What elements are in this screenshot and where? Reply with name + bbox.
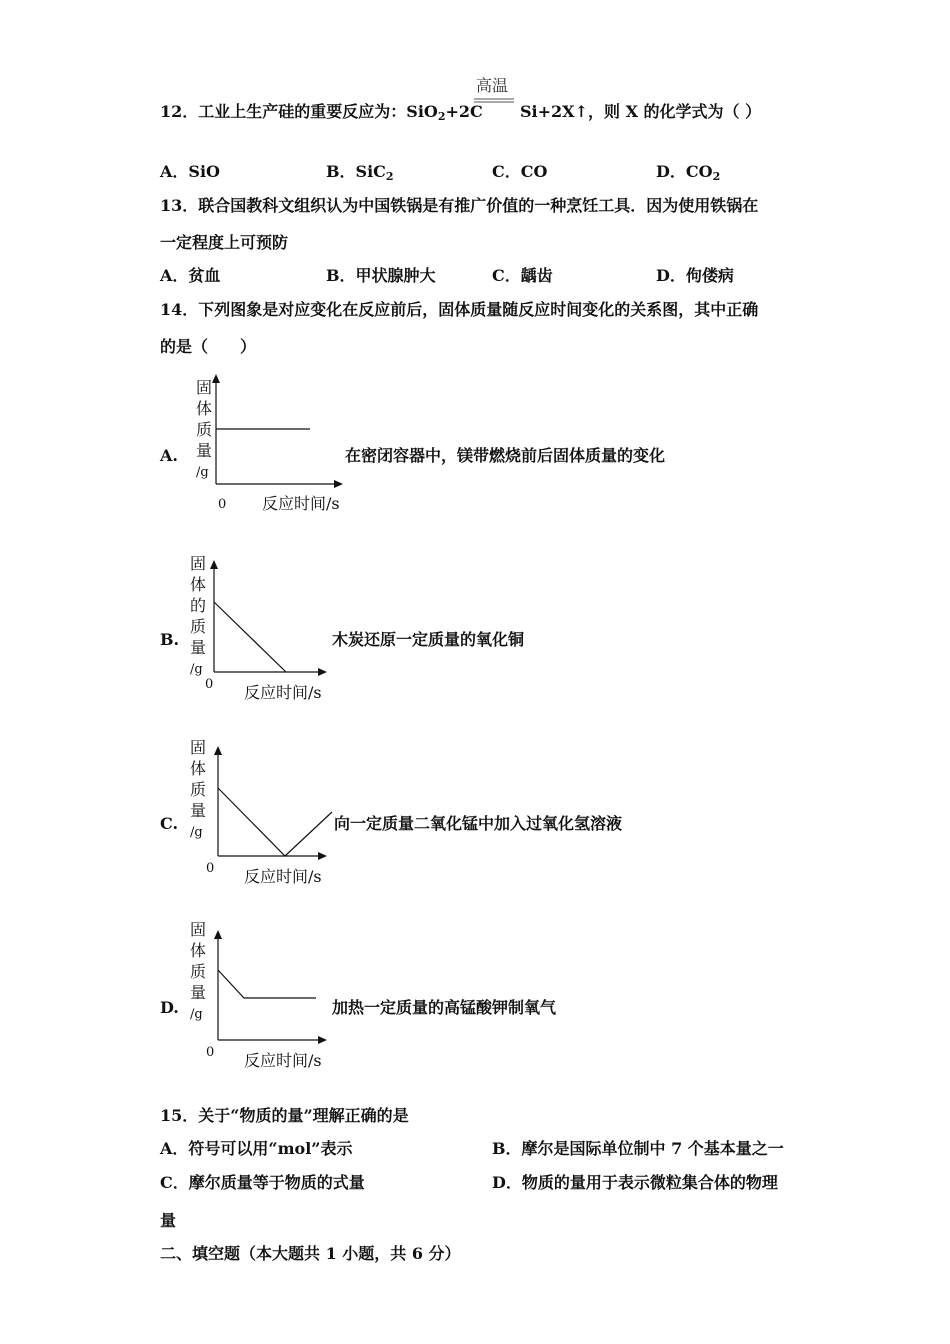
graph-a-ylabel-0: 固 (196, 378, 213, 397)
graph-a-ylabel-3: 量 (196, 441, 213, 460)
graph-c-curve (218, 788, 332, 856)
graph-d-ylabel-3: 量 (190, 983, 207, 1002)
graph-c-origin: 0 (206, 861, 215, 876)
graph-d-curve (218, 970, 316, 998)
graph-d-y-arrow (214, 930, 222, 939)
q15-option-d-cont: 量 (160, 1211, 177, 1230)
graph-b-ylabel-2: 的 (190, 596, 207, 615)
graph-a-x-arrow (334, 480, 343, 488)
q12-option-d-text: D．CO (656, 162, 713, 181)
graph-c-y-arrow (214, 746, 222, 755)
q14-stem-line1: 14．下列图象是对应变化在反应前后，固体质量随反应时间变化的关系图，其中正确 (160, 300, 759, 319)
q12-subscript: 2 (437, 110, 446, 123)
graph-d-xlabel: 反应时间/s (244, 1051, 322, 1070)
q14-stem-line2: 的是（ ） (160, 337, 257, 356)
graph-b-ylabel-1: 体 (190, 575, 207, 594)
q12-option-d[interactable] (656, 162, 720, 187)
graph-a-y-arrow (212, 374, 220, 383)
graph-b-ylabel-4: 量 (190, 638, 207, 657)
q13-option-d[interactable]: D．佝偻病 (656, 266, 734, 285)
graph-d-x-arrow (318, 1036, 327, 1044)
graph-a-xlabel: 反应时间/s (262, 494, 340, 513)
q14-graph-b (186, 552, 356, 704)
graph-a-ylabel-4: /g (196, 465, 209, 480)
q15-option-d[interactable]: D．物质的量用于表示微粒集合体的物理 (492, 1173, 778, 1192)
q12-option-a[interactable]: A．SiO (160, 162, 220, 181)
q13-option-a[interactable]: A．贫血 (160, 266, 221, 285)
q14-graph-a (186, 372, 356, 517)
q14-option-c-label[interactable]: C. (160, 814, 179, 833)
q13-stem-line1: 13．联合国教科文组织认为中国铁锅是有推广价值的一种烹饪工具．因为使用铁锅在 (160, 196, 759, 215)
q12-condition: 高温 (476, 76, 509, 95)
graph-c-ylabel-2: 质 (190, 780, 207, 799)
graph-c-ylabel-1: 体 (190, 759, 207, 778)
q14-option-a-label[interactable]: A. (160, 446, 178, 465)
graph-a-ylabel-2: 质 (196, 420, 213, 439)
q14-graph-c (186, 736, 356, 888)
graph-c-ylabel-4: /g (190, 825, 203, 840)
graph-a-ylabel-1: 体 (196, 399, 213, 418)
graph-d-ylabel-1: 体 (190, 941, 207, 960)
graph-b-origin: 0 (205, 677, 214, 692)
q12-option-b-sub: 2 (385, 170, 394, 183)
graph-d-ylabel-4: /g (190, 1007, 203, 1022)
q12-stem-mid: +2C (445, 102, 483, 121)
q14-option-a-desc: 在密闭容器中，镁带燃烧前后固体质量的变化 (345, 446, 666, 465)
q12-stem-pre: 12．工业上生产硅的重要反应为：SiO (160, 102, 438, 121)
section-heading: 二、填空题（本大题共 1 小题，共 6 分） (160, 1244, 461, 1263)
q13-stem-line2: 一定程度上可预防 (160, 233, 289, 252)
q12-equals-sign (474, 98, 514, 104)
graph-d-ylabel-0: 固 (190, 920, 207, 939)
graph-c-xlabel: 反应时间/s (244, 867, 322, 886)
q14-option-b-desc: 木炭还原一定质量的氧化铜 (332, 630, 525, 649)
graph-c-x-arrow (318, 852, 327, 860)
graph-b-x-arrow (318, 668, 327, 676)
graph-d-ylabel-2: 质 (190, 962, 207, 981)
graph-c-ylabel-3: 量 (190, 801, 207, 820)
q12-option-c[interactable]: C．CO (492, 162, 548, 181)
q12-option-b[interactable] (326, 162, 394, 187)
q12-option-b-text: B．SiC (326, 162, 386, 181)
graph-b-ylabel-3: 质 (190, 617, 207, 636)
graph-d-origin: 0 (206, 1045, 215, 1060)
q14-option-b-label[interactable]: B. (160, 630, 180, 649)
q13-option-c[interactable]: C．龋齿 (492, 266, 553, 285)
q15-option-a[interactable]: A．符号可以用“mol”表示 (160, 1139, 353, 1158)
graph-b-ylabel-5: /g (190, 662, 203, 677)
graph-b-xlabel: 反应时间/s (244, 683, 322, 702)
graph-b-ylabel-0: 固 (190, 554, 207, 573)
q15-option-b[interactable]: B．摩尔是国际单位制中 7 个基本量之一 (492, 1139, 784, 1158)
q13-option-b[interactable]: B．甲状腺肿大 (326, 266, 436, 285)
graph-b-curve (214, 602, 286, 672)
graph-b-y-arrow (210, 560, 218, 569)
q12-stem (160, 102, 483, 127)
q12-stem-post: Si+2X↑，则 X 的化学式为（ ） (520, 102, 762, 121)
q14-option-c-desc: 向一定质量二氧化锰中加入过氧化氢溶液 (334, 814, 623, 833)
q14-option-d-label[interactable]: D. (160, 998, 179, 1017)
q14-graph-d (186, 918, 356, 1072)
graph-c-ylabel-0: 固 (190, 738, 207, 757)
q12-option-d-sub: 2 (712, 170, 721, 183)
q15-stem: 15．关于“物质的量”理解正确的是 (160, 1106, 409, 1125)
q14-option-d-desc: 加热一定质量的高锰酸钾制氧气 (332, 998, 557, 1017)
q15-option-c[interactable]: C．摩尔质量等于物质的式量 (160, 1173, 365, 1192)
graph-a-origin: 0 (218, 497, 227, 512)
